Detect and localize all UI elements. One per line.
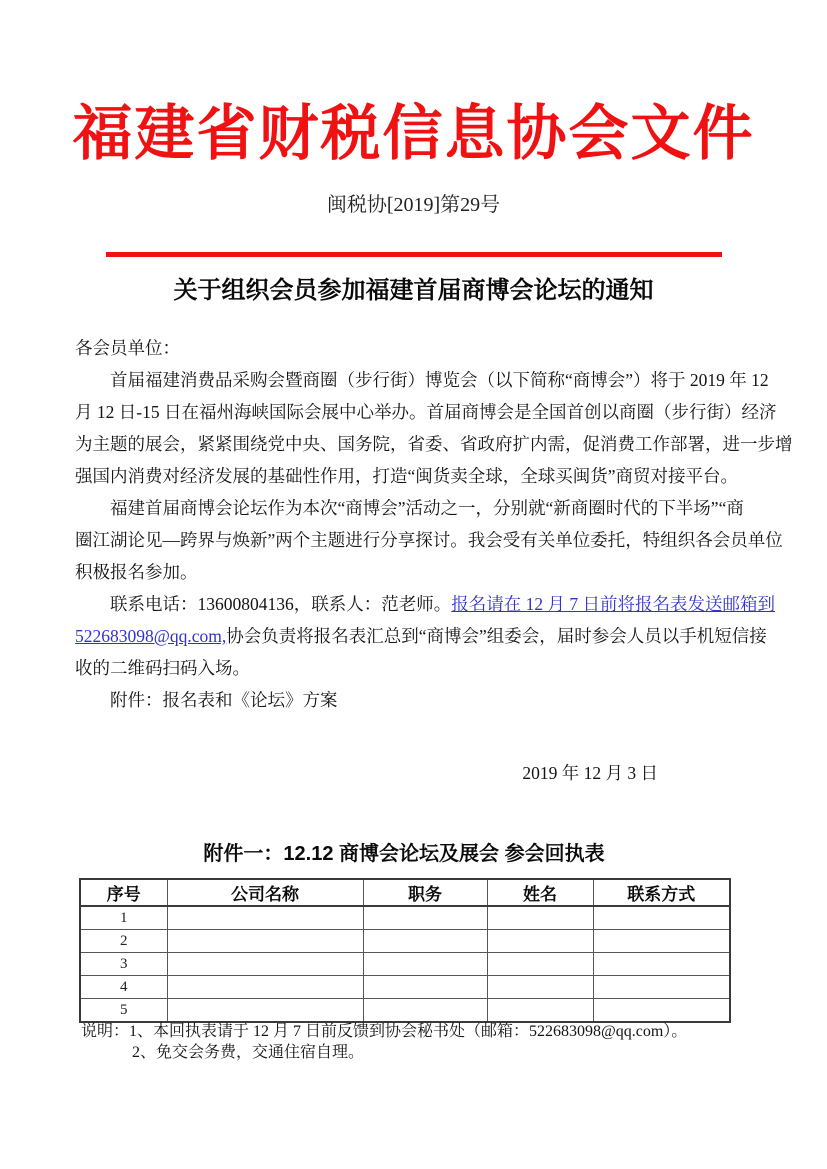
contact-text: 联系电话：13600804136，联系人：范老师。 bbox=[110, 594, 452, 614]
empty-cell bbox=[363, 999, 487, 1023]
empty-cell bbox=[363, 930, 487, 953]
note-line: 2、免交会务费，交通住宿自理。 bbox=[132, 1044, 365, 1061]
table-row bbox=[80, 953, 730, 976]
empty-cell bbox=[593, 906, 730, 930]
empty-cell bbox=[487, 906, 593, 930]
row-number-cell: 3 bbox=[80, 953, 167, 976]
empty-cell bbox=[487, 953, 593, 976]
empty-cell bbox=[593, 999, 730, 1023]
notice-title: 关于组织会员参加福建首届商博会论坛的通知 bbox=[173, 277, 654, 304]
row-number-cell: 4 bbox=[80, 976, 167, 999]
body-line: 圈江湖论见—跨界与焕新”两个主题进行分享探讨。我会受有关单位委托，特组织各会员单位 bbox=[75, 530, 783, 550]
table-row bbox=[80, 906, 730, 930]
body-line: 为主题的展会，紧紧围绕党中央、国务院，省委、省政府扩内需，促消费工作部署，进一步增 bbox=[75, 434, 793, 454]
empty-cell bbox=[167, 976, 363, 999]
col-header-position: 职务 bbox=[363, 879, 487, 906]
row-number-cell: 2 bbox=[80, 930, 167, 953]
notice-body bbox=[75, 332, 793, 716]
red-divider-rule bbox=[106, 252, 722, 257]
table-notes bbox=[81, 1021, 741, 1063]
col-header-number: 序号 bbox=[80, 879, 167, 906]
empty-cell bbox=[167, 953, 363, 976]
empty-cell bbox=[363, 976, 487, 999]
empty-cell bbox=[593, 930, 730, 953]
email-link[interactable]: 522683098@qq.com, bbox=[75, 626, 227, 646]
doc-number: 闽税协[2019]第29号 bbox=[326, 194, 501, 216]
empty-cell bbox=[167, 930, 363, 953]
table-row bbox=[80, 930, 730, 953]
empty-cell bbox=[487, 930, 593, 953]
empty-cell bbox=[363, 953, 487, 976]
empty-cell bbox=[487, 999, 593, 1023]
row-number-cell: 1 bbox=[80, 906, 167, 930]
empty-cell bbox=[167, 999, 363, 1023]
body-line: 强国内消费对经济发展的基础性作用，打造“闽货卖全球，全球买闽货”商贸对接平台。 bbox=[75, 466, 739, 486]
issue-date: 2019 年 12 月 3 日 bbox=[522, 763, 658, 783]
followup-text: 协会负责将报名表汇总到“商博会”组委会，届时参会人员以手机短信接 bbox=[226, 626, 767, 646]
attachment-title: 附件一：12.12 商博会论坛及展会 参会回执表 bbox=[203, 843, 605, 865]
empty-cell bbox=[487, 976, 593, 999]
empty-cell bbox=[363, 906, 487, 930]
col-header-company: 公司名称 bbox=[167, 879, 363, 906]
reply-table bbox=[79, 878, 731, 1023]
table-row bbox=[80, 999, 730, 1023]
note-line: 说明：1、本回执表请于 12 月 7 日前反馈到协会秘书处（邮箱：522683098@qq.com）。 bbox=[81, 1023, 688, 1040]
signup-instruction-link[interactable]: 报名请在 12 月 7 日前将报名表发送邮箱到 bbox=[451, 594, 775, 614]
body-line: 首届福建消费品采购会暨商圈（步行街）博览会（以下简称“商博会”）将于 2019 年 12 bbox=[110, 370, 769, 390]
body-line: 月 12 日-15 日在福州海峡国际会展中心举办。首届商博会是全国首创以商圈（步行街）经济 bbox=[75, 402, 777, 422]
empty-cell bbox=[593, 953, 730, 976]
row-number-cell: 5 bbox=[80, 999, 167, 1023]
empty-cell bbox=[167, 906, 363, 930]
col-header-name: 姓名 bbox=[487, 879, 593, 906]
empty-cell bbox=[593, 976, 730, 999]
contact-line bbox=[75, 588, 775, 620]
attachment-note: 附件：报名表和《论坛》方案 bbox=[110, 690, 338, 710]
table-header-row bbox=[80, 879, 730, 906]
body-line: 福建首届商博会论坛作为本次“商博会”活动之一，分别就“新商圈时代的下半场”“商 bbox=[110, 498, 744, 518]
salutation: 各会员单位： bbox=[75, 338, 180, 358]
table-row bbox=[80, 976, 730, 999]
body-line: 收的二维码扫码入场。 bbox=[75, 658, 250, 678]
body-line bbox=[75, 620, 765, 652]
org-letterhead-title: 福建省财税信息协会文件 bbox=[72, 100, 755, 167]
col-header-contact: 联系方式 bbox=[593, 879, 730, 906]
body-line: 积极报名参加。 bbox=[75, 562, 198, 582]
